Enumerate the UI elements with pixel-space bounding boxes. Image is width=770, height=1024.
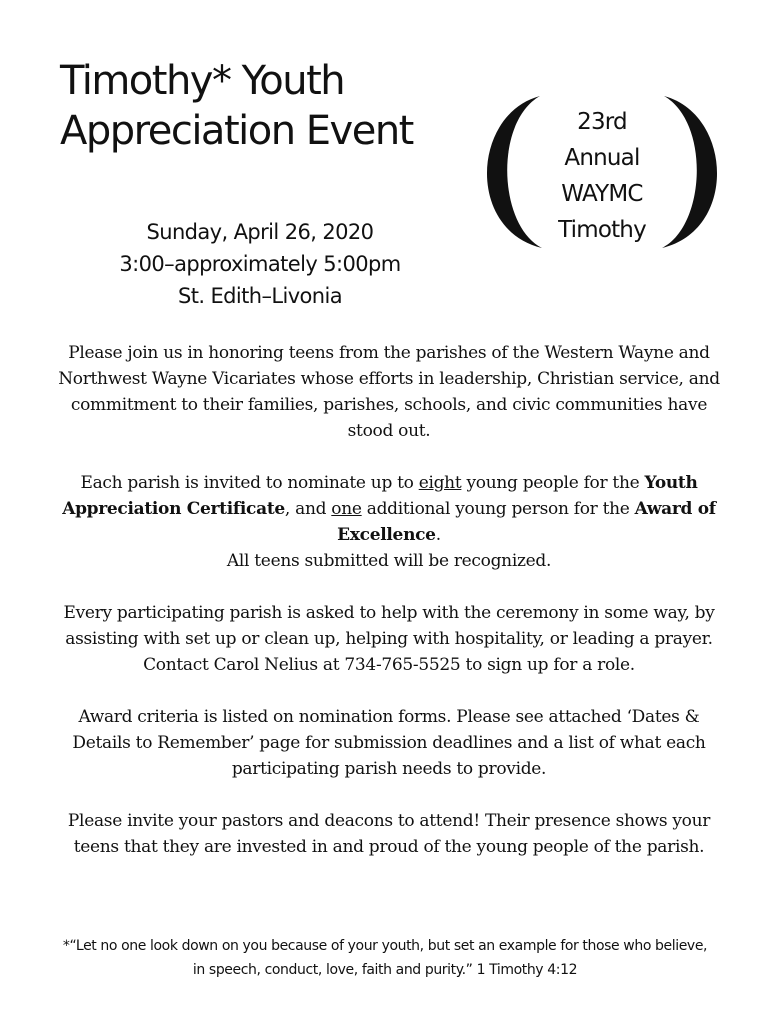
- scripture-footnote: *“Let no one look down on you because of your youth, but set an example for those who believe, in speech, conduct, love, faith and purity.” 1 Timothy 4:12: [62, 938, 708, 978]
- event-info: [110, 216, 410, 312]
- badge-line-3: WAYMC: [561, 181, 643, 207]
- badge-line-2: Annual: [564, 145, 640, 171]
- paragraph-participation: Every participating parish is asked to help with the ceremony in some way, by assisting with set up or clean up, helping with hospitality, or leading a prayer. Contact Carol Nelius at 734-765-5525 to sign up for a role.: [63, 603, 715, 675]
- badge-line-1: 23rd: [577, 109, 627, 135]
- anniversary-badge: [472, 92, 730, 252]
- page-title: [60, 56, 413, 156]
- paragraph-invitation: Please join us in honoring teens from the parishes of the Western Wayne and Northwest Wayne Vicariates whose efforts in leadership, Christian service, and commitment to their families, parishes, schools, and civic communities have stood out.: [58, 343, 720, 441]
- p2-eight: eight: [418, 473, 462, 493]
- p2-text-2: young people for the: [461, 473, 645, 493]
- event-date: Sunday, April 26, 2020: [146, 220, 374, 244]
- p2-text-6: All teens submitted will be recognized.: [226, 551, 552, 571]
- title-line-2: Appreciation Event: [60, 108, 413, 154]
- p2-text-1: Each parish is invited to nominate up to: [80, 473, 419, 493]
- badge-line-4: Timothy: [558, 217, 646, 243]
- p2-award: Award of Excellence: [337, 499, 716, 545]
- paragraph-criteria: Award criteria is listed on nomination forms. Please see attached ‘Dates & Details to Remember’ page for submission deadlines and a list of what each participating parish needs to provide.: [72, 707, 706, 779]
- event-time: 3:00–approximately 5:00pm: [119, 252, 401, 276]
- title-line-1: Timothy* Youth: [60, 58, 345, 104]
- p2-text-3: , and: [284, 499, 332, 519]
- p2-text-5: .: [435, 525, 441, 545]
- paragraph-pastors: Please invite your pastors and deacons to attend! Their presence shows your teens that they are invested in and proud of the young people of the parish.: [67, 811, 711, 857]
- p2-certificate: Youth Appreciation Certificate: [62, 473, 698, 519]
- badge-text: [527, 104, 677, 248]
- event-location: St. Edith–Livonia: [177, 284, 342, 308]
- paragraph-nominations: [56, 470, 722, 574]
- p2-one: one: [331, 499, 362, 519]
- p2-text-4: additional young person for the: [361, 499, 635, 519]
- body-text: [56, 340, 722, 886]
